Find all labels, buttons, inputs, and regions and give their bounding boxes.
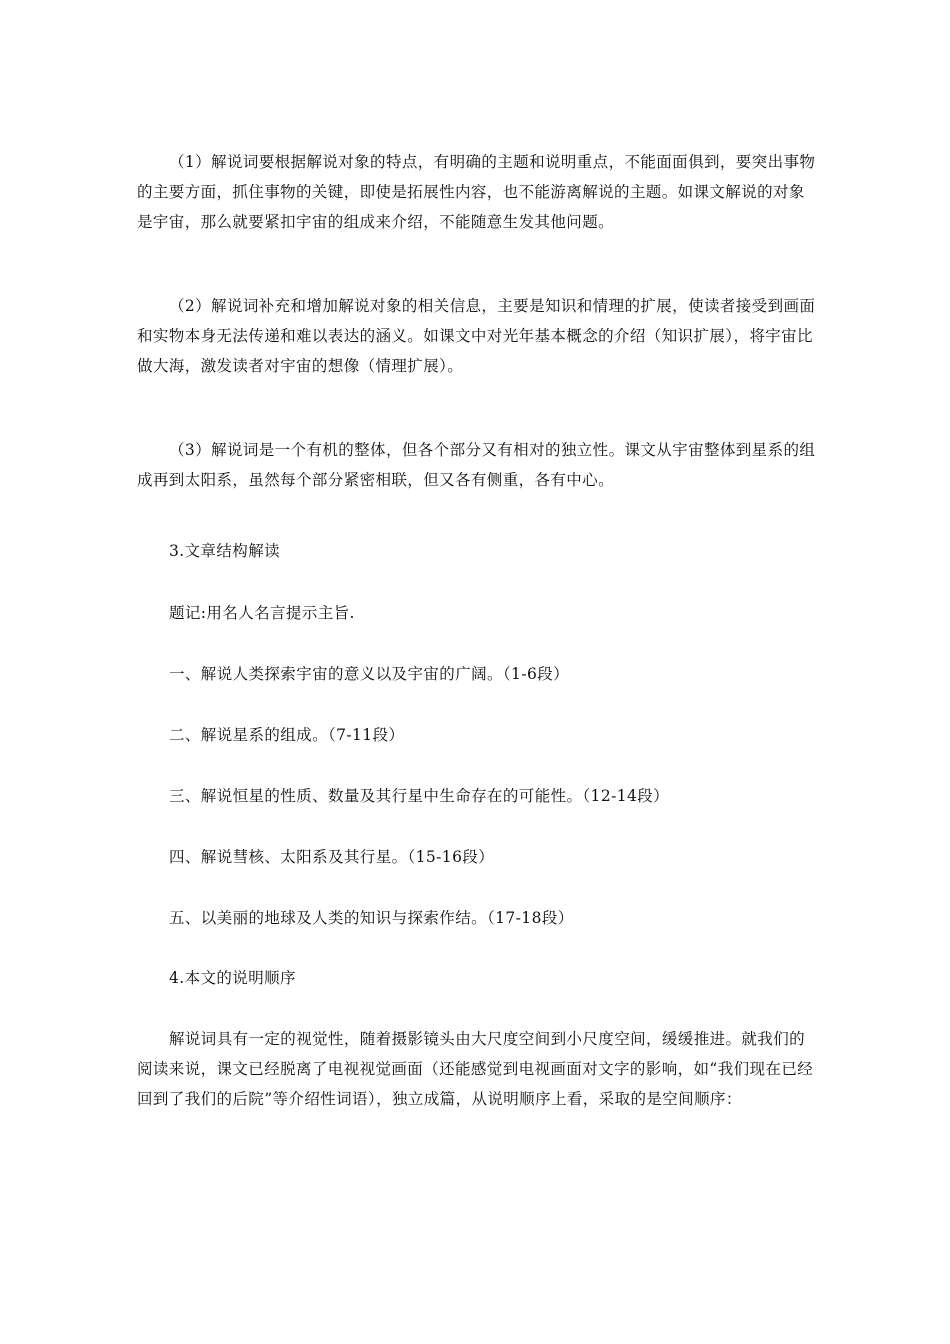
tiji-line: 题记:用名人名言提示主旨. — [169, 604, 355, 622]
section-3-heading: 3.文章结构解读 — [169, 542, 280, 560]
section-4-heading: 4.本文的说明顺序 — [169, 969, 296, 987]
structure-item: 一、解说人类探索宇宙的意义以及宇宙的广阔。（1-6段） — [169, 665, 570, 683]
structure-item: 二、解说星系的组成。（7-11段） — [169, 726, 405, 744]
paragraph-point-3: （3）解说词是一个有机的整体，但各个部分又有相对的独立性。课文从宇宙整体到星系的组成再到太阳系，虽然每个部分紧密相联，但又各有侧重，各有中心。 — [137, 441, 816, 489]
structure-item: 三、解说恒星的性质、数量及其行星中生命存在的可能性。（12-14段） — [169, 787, 670, 805]
structure-item: 四、解说彗核、太阳系及其行星。（15-16段） — [169, 848, 495, 866]
section-4-body: 解说词具有一定的视觉性，随着摄影镜头由大尺度空间到小尺度空间，缓缓推进。就我们的阅读来说，课文已经脱离了电视视觉画面（还能感觉到电视画面对文字的影响，如“我们现在已经回到了我们的后院”等介绍性词语），独立成篇，从说明顺序上看，采取的是空间顺序： — [137, 1030, 814, 1108]
structure-item: 五、以美丽的地球及人类的知识与探索作结。（17-18段） — [169, 909, 574, 927]
paragraph-point-1: （1）解说词要根据解说对象的特点，有明确的主题和说明重点，不能面面俱到，要突出事物的主要方面，抓住事物的关键，即使是拓展性内容，也不能游离解说的主题。如课文解说的对象是宇宙，那么就要紧扣宇宙的组成来介绍，不能随意生发其他问题。 — [137, 153, 816, 231]
paragraph-point-2: （2）解说词补充和增加解说对象的相关信息，主要是知识和情理的扩展，使读者接受到画面和实物本身无法传递和难以表达的涵义。如课文中对光年基本概念的介绍（知识扩展），将宇宙比做大海，激发读者对宇宙的想像（情理扩展）。 — [137, 297, 816, 375]
